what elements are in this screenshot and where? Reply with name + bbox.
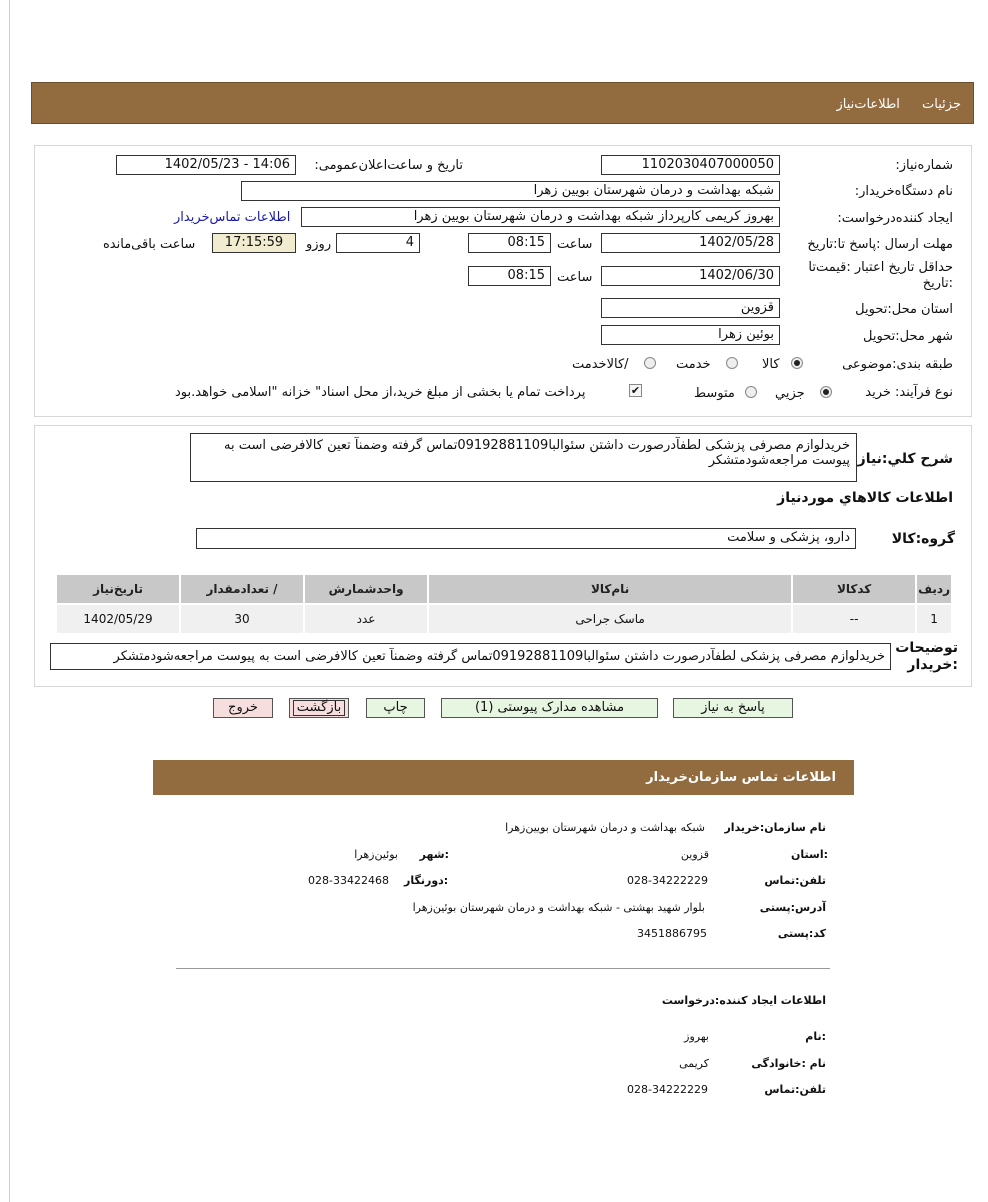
header-tabs	[818, 97, 961, 112]
buyer-notes-label: توضیحات :خریدار	[895, 640, 958, 673]
contact-header-title: اطلاعات تماس سازمان‌خریدار	[646, 770, 836, 785]
goods-section-title: اطلاعات کالاهاي موردنیاز	[777, 490, 953, 506]
reply-button[interactable]: پاسخ به نیاز	[673, 698, 793, 718]
buyer-field[interactable]: شبکه بهداشت و درمان شهرستان بویین زهرا	[241, 181, 780, 201]
cell-row: 1	[917, 605, 951, 633]
validity-time-field[interactable]: 08:15	[468, 266, 551, 286]
province-contact-label: :استان	[791, 848, 828, 861]
process-radio-minor[interactable]	[820, 386, 832, 398]
cell-name: ماسک جراحی	[429, 605, 791, 633]
cell-quantity: 30	[181, 605, 303, 633]
last-name-label: نام :خانوادگی	[751, 1057, 826, 1070]
col-need-date: تاریخ‌نیاز	[57, 575, 179, 603]
back-button-label: بازگشت	[293, 700, 345, 716]
validity-label: حداقل تاریخ اعتبار :قیمت‌تا :تاریخ	[808, 260, 953, 291]
province-label: استان محل:تحویل	[855, 302, 953, 317]
city-contact-value: بوئین‌زهرا	[354, 848, 398, 861]
details-header-bar	[31, 82, 974, 124]
province-field[interactable]: قزوین	[601, 298, 780, 318]
category-option-goods: کالا	[762, 357, 780, 372]
deadline-date-field[interactable]: 1402/05/28	[601, 233, 780, 253]
col-quantity: / تعدادمقدار	[181, 575, 303, 603]
phone-value: 028-34222229	[627, 874, 708, 887]
category-label: طبقه بندی:موضوعی	[842, 357, 953, 372]
buyer-contact-link[interactable]: اطلاعات تماس‌خریدار	[174, 210, 291, 225]
payment-checkbox[interactable]: ✔	[630, 384, 641, 397]
deadline-time-field[interactable]: 08:15	[468, 233, 551, 253]
tab-need-info[interactable]: اطلاعات‌نیاز	[836, 97, 900, 112]
table-row	[57, 605, 951, 633]
category-radio-goods[interactable]	[791, 357, 803, 369]
fax-value: 028-33422468	[308, 874, 389, 887]
category-radio-service[interactable]	[726, 357, 738, 369]
process-option-medium: متوسط	[694, 386, 735, 401]
address-label: آدرس:پستی	[759, 901, 826, 914]
goods-table-header	[57, 575, 951, 603]
remaining-label: ساعت باقی‌مانده	[103, 237, 196, 252]
buyer-notes-field[interactable]: خریدلوازم مصرفی پزشکی لطفآدرصورت داشتن سئوالبا09192881109تماس گرفته وضمنآ تعین کالافرضی است به پیوست مراجعه‌شودمتشکر	[50, 643, 891, 670]
view-documents-button[interactable]: مشاهده مدارک پیوستی (1)	[441, 698, 658, 718]
category-option-goods-service: /کالاخدمت	[572, 357, 629, 372]
deadline-label: مهلت ارسال :پاسخ تا:تاریخ	[807, 237, 953, 252]
phone-label: تلفن:تماس	[764, 874, 826, 887]
page-left-border	[9, 0, 10, 1202]
announce-field[interactable]: 1402/05/23 - 14:06	[116, 155, 296, 175]
fax-label: :دورنگار	[404, 874, 449, 887]
validity-date-field[interactable]: 1402/06/30	[601, 266, 780, 286]
exit-button[interactable]: خروج	[213, 698, 273, 718]
process-label: نوع فرآیند: خرید	[865, 385, 953, 400]
description-label: شرح کلي:نیاز	[857, 451, 953, 467]
payment-note: پرداخت تمام یا بخشی از مبلغ خرید،از محل اسناد" خزانه "اسلامی خواهد.بود	[175, 385, 586, 400]
last-name-value: کریمی	[679, 1057, 709, 1070]
deadline-time-label: ساعت	[557, 237, 593, 252]
col-name: نام‌کالا	[429, 575, 791, 603]
remaining-time-field: 17:15:59	[212, 233, 296, 253]
first-name-value: بهروز	[684, 1030, 709, 1043]
goods-group-field[interactable]: دارو، پزشکی و سلامت	[196, 528, 856, 549]
process-option-minor: جزیي	[775, 386, 805, 401]
days-field[interactable]: 4	[336, 233, 420, 253]
announce-label: تاریخ و ساعت‌اعلان‌عمومی:	[314, 158, 463, 173]
postal-label: کد:پستی	[777, 927, 826, 940]
creator-phone-label: تلفن:تماس	[764, 1083, 826, 1096]
province-contact-value: قزوین	[680, 848, 709, 861]
need-number-field[interactable]: 1102030407000050	[601, 155, 780, 175]
creator-field[interactable]: بهروز کریمی کارپرداز شبکه بهداشت و درمان شهرستان بویین زهرا	[301, 207, 780, 227]
org-label: نام سازمان:خریدار	[724, 821, 826, 834]
creator-info-title: اطلاعات ایجاد کننده:درخواست	[661, 994, 826, 1007]
goods-group-label: گروه:کالا	[891, 531, 955, 547]
cell-unit: عدد	[305, 605, 427, 633]
postal-value: 3451886795	[637, 927, 707, 940]
tab-details[interactable]: جزئیات	[922, 97, 961, 112]
city-contact-label: :شهر	[419, 848, 449, 861]
creator-label: ایجاد کننده‌درخواست:	[837, 211, 953, 226]
cell-need-date: 1402/05/29	[57, 605, 179, 633]
cell-code: --	[793, 605, 915, 633]
address-value: بلوار شهید بهشتی - شبکه بهداشت و درمان شهرستان بوئین‌زهرا	[412, 901, 705, 914]
first-name-label: :نام	[805, 1030, 826, 1043]
description-field[interactable]: خریدلوازم مصرفی پزشکی لطفآدرصورت داشتن سئوالبا09192881109تماس گرفته وضمنآ تعین کالافرضی است به پیوست مراجعه‌شودمتشکر	[190, 433, 857, 482]
goods-table	[55, 573, 953, 635]
col-unit: واحدشمارش	[305, 575, 427, 603]
col-code: کدکالا	[793, 575, 915, 603]
section-divider	[176, 968, 830, 969]
buyer-label: نام دستگاه‌خریدار:	[854, 184, 953, 199]
category-radio-goods-service[interactable]	[644, 357, 656, 369]
city-label: شهر محل:تحویل	[863, 329, 953, 344]
print-button[interactable]: چاپ	[366, 698, 425, 718]
need-number-label: شماره‌نیاز:	[895, 158, 953, 173]
col-row: ردیف	[917, 575, 951, 603]
creator-phone-value: 028-34222229	[627, 1083, 708, 1096]
org-value: شبکه بهداشت و درمان شهرستان بویین‌زهرا	[505, 821, 705, 834]
contact-header-bar	[153, 760, 854, 795]
back-button[interactable]	[289, 698, 349, 718]
days-label: روزو	[306, 237, 332, 252]
validity-time-label: ساعت	[557, 270, 593, 285]
process-radio-medium[interactable]	[745, 386, 757, 398]
city-field[interactable]: بوئین زهرا	[601, 325, 780, 345]
category-option-service: خدمت	[676, 357, 711, 372]
